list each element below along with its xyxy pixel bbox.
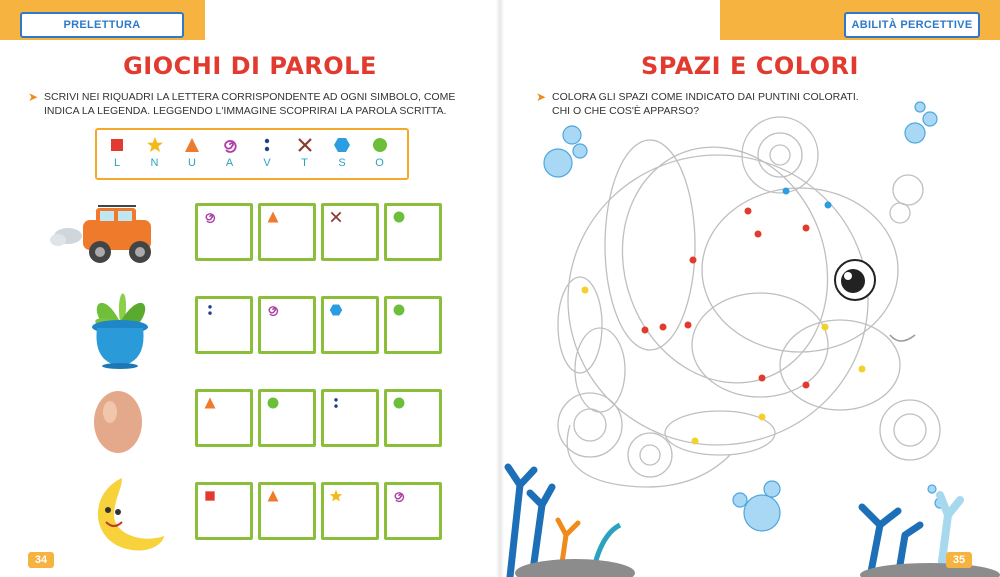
brown-cross-icon: [296, 136, 314, 154]
legend-letter: S: [338, 157, 346, 169]
blue-hexagon-icon: [333, 136, 351, 154]
car-picture: [48, 200, 158, 272]
answer-box[interactable]: [384, 389, 442, 447]
legend-letter: L: [113, 157, 121, 169]
green-circle-icon: [392, 210, 406, 224]
purple-spiral-icon: [266, 303, 280, 317]
legend-item: [141, 136, 169, 169]
orange-triangle-icon: [203, 396, 217, 410]
purple-spiral-icon: [221, 136, 239, 154]
arrow-icon: ➤: [28, 90, 39, 104]
section-tag: ABILITÀ PERCETTIVE: [844, 12, 980, 38]
fish-eye: [835, 260, 875, 300]
arrow-icon: ➤: [536, 90, 547, 104]
page-number: 35: [946, 552, 972, 568]
orange-triangle-icon: [266, 489, 280, 503]
egg-picture: [88, 386, 148, 454]
yellow-star-icon: [146, 136, 164, 154]
blue-colon-icon: [329, 396, 343, 410]
purple-spiral-icon: [392, 489, 406, 503]
fish-coloring-picture: [500, 95, 1000, 577]
plant-pot-picture: [85, 282, 155, 370]
fish-mouth: [890, 335, 915, 341]
legend-letter: T: [301, 157, 308, 169]
answer-box[interactable]: [195, 389, 253, 447]
green-circle-icon: [392, 303, 406, 317]
legend-item: [328, 136, 356, 169]
answer-box[interactable]: [258, 203, 316, 261]
answer-box[interactable]: [384, 203, 442, 261]
orange-triangle-icon: [266, 210, 280, 224]
answer-box[interactable]: [321, 389, 379, 447]
bubbles: [544, 102, 945, 531]
orange-triangle-icon: [183, 136, 201, 154]
section-tag: PRELETTURA: [20, 12, 184, 38]
fish-outline: [558, 117, 940, 487]
answer-box[interactable]: [195, 203, 253, 261]
answer-box[interactable]: [258, 296, 316, 354]
answer-box[interactable]: [195, 296, 253, 354]
legend-item: [253, 136, 281, 169]
right-page: [500, 0, 1000, 577]
moon-picture: [82, 474, 167, 554]
green-circle-icon: [392, 396, 406, 410]
instruction-line-1: COLORA GLI SPAZI COME INDICATO DAI PUNTINI COLORATI.: [552, 91, 859, 103]
page-title: SPAZI E COLORI: [641, 52, 859, 80]
legend-item: [366, 136, 394, 169]
answer-box[interactable]: [258, 389, 316, 447]
page-title: GIOCHI DI PAROLE: [123, 52, 377, 80]
answer-box[interactable]: [384, 296, 442, 354]
legend-item: [291, 136, 319, 169]
brown-cross-icon: [329, 210, 343, 224]
page-number: 34: [28, 552, 54, 568]
answer-box[interactable]: [384, 482, 442, 540]
legend-item: [103, 136, 131, 169]
answer-box[interactable]: [321, 296, 379, 354]
legend-item: [216, 136, 244, 169]
symbol-legend: [95, 128, 409, 180]
instruction-line-1: SCRIVI NEI RIQUADRI LA LETTERA CORRISPONDENTE AD OGNI SIMBOLO, COME: [44, 91, 456, 103]
answer-box[interactable]: [321, 482, 379, 540]
red-square-icon: [203, 489, 217, 503]
answer-box[interactable]: [258, 482, 316, 540]
legend-letter: O: [375, 157, 384, 169]
legend-item: [178, 136, 206, 169]
answer-box[interactable]: [321, 203, 379, 261]
green-circle-icon: [266, 396, 280, 410]
blue-hexagon-icon: [329, 303, 343, 317]
red-square-icon: [108, 136, 126, 154]
instruction-line-2: CHI O CHE COS'È APPARSO?: [552, 105, 700, 117]
answer-box[interactable]: [195, 482, 253, 540]
blue-colon-icon: [203, 303, 217, 317]
color-dots: [582, 188, 866, 445]
legend-letter: U: [188, 157, 196, 169]
instruction: [28, 90, 456, 118]
legend-letter: A: [225, 157, 234, 169]
yellow-star-icon: [329, 489, 343, 503]
legend-letter: N: [150, 157, 159, 169]
legend-letter: V: [263, 157, 271, 169]
green-circle-icon: [371, 136, 389, 154]
purple-spiral-icon: [203, 210, 217, 224]
instruction-line-2: INDICA LA LEGENDA. LEGGENDO L'IMMAGINE SCOPRIRAI LA PAROLA SCRITTA.: [44, 105, 447, 117]
blue-colon-icon: [258, 136, 276, 154]
